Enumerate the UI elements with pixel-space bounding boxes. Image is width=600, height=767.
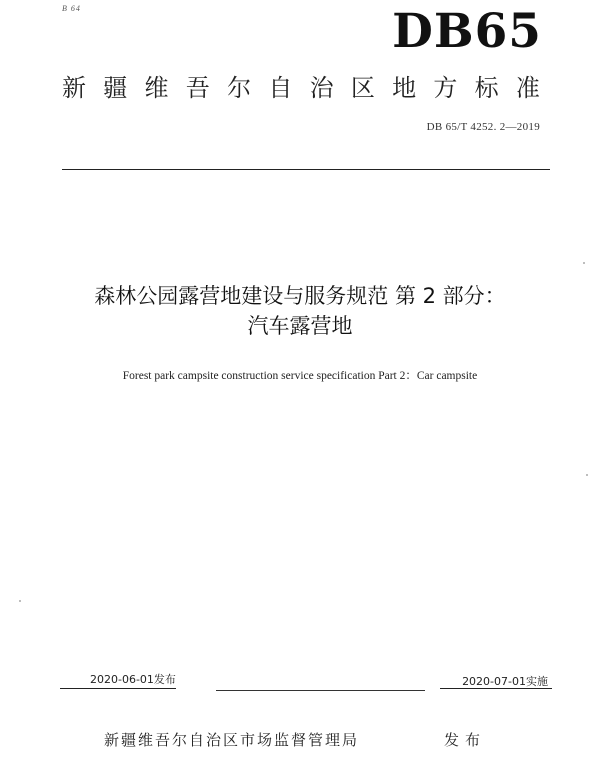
standard-type-char: 治 xyxy=(309,74,334,102)
footer-divider xyxy=(216,690,425,691)
issue-date: 2020-06-01发布 xyxy=(90,673,176,686)
implementation-date-underline xyxy=(440,688,552,689)
standard-type-char: 新 xyxy=(62,74,86,102)
scan-speck xyxy=(586,474,588,476)
ics-code: B 64 xyxy=(62,4,81,13)
standard-type-char: 吾 xyxy=(185,74,210,102)
standard-type-char: 尔 xyxy=(227,74,252,102)
header-divider xyxy=(62,169,550,170)
issued-label: 发布 xyxy=(444,731,487,749)
implementation-date: 2020-07-01实施 xyxy=(462,675,548,688)
standard-type-char: 自 xyxy=(268,74,293,102)
title-cn-line-1: 森林公园露营地建设与服务规范 第 2 部分： xyxy=(94,284,506,308)
standard-number: DB 65/T 4252. 2—2019 xyxy=(426,121,540,133)
standard-logo: DB65 xyxy=(392,4,542,59)
document-title-cn xyxy=(36,281,564,341)
standard-type-char: 区 xyxy=(350,74,375,102)
standard-type-char: 方 xyxy=(433,74,458,102)
standard-type-char: 地 xyxy=(392,74,417,102)
scan-speck xyxy=(583,262,585,264)
title-cn-line-2: 汽车露营地 xyxy=(247,314,353,338)
standard-type-char: 疆 xyxy=(103,74,128,102)
standard-type-char: 准 xyxy=(515,74,540,102)
standard-type xyxy=(62,73,540,103)
publisher: 新疆维吾尔自治区市场监督管理局 xyxy=(104,731,360,749)
document-title-en: Forest park campsite construction service specification Part 2：Car campsite xyxy=(122,370,478,382)
standard-type-char: 标 xyxy=(474,74,499,102)
standard-type-char: 维 xyxy=(144,74,169,102)
scan-speck xyxy=(19,600,21,602)
issue-date-underline xyxy=(60,688,176,689)
